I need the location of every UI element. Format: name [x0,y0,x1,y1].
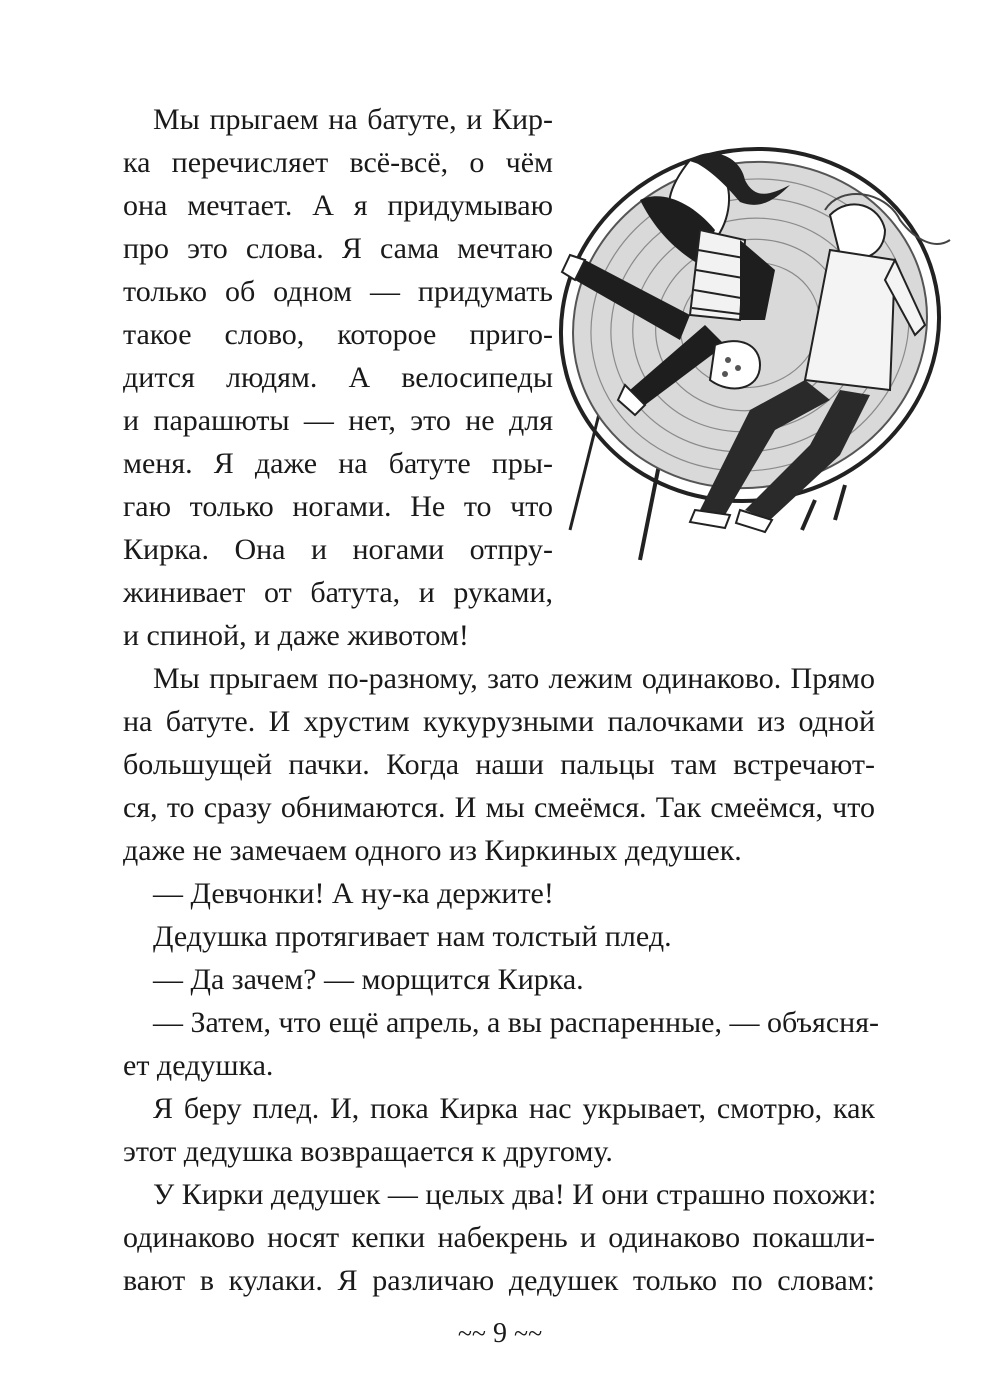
text-line: большущей пачки. Когда наши пальцы там встречают- [123,748,875,781]
trampoline-girls-illustration [540,90,960,570]
dialogue-line: — Да зачем? — морщится Кирка. [153,963,584,996]
text-line: ся, то сразу обнимаются. И мы смеёмся. Так смеёмся, что [123,791,875,824]
text-line: меня. Я даже на батуте пры- [123,447,553,480]
text-line: вают в кулаки. Я различаю дедушек только по словам: [123,1264,875,1297]
text-line: и парашюты — нет, это не для [123,404,553,437]
text-line: на батуте. И хрустим кукурузными палочками из одной [123,705,875,738]
text-line: она мечтает. А я придумываю [123,189,553,222]
text-line: гаю только ногами. Не то что [123,490,553,523]
text-line: про это слова. Я сама мечтаю [123,232,553,265]
text-line: одинаково носят кепки набекрень и одинаково покашли- [123,1221,875,1254]
dialogue-line: — Затем, что ещё апрель, а вы распаренные, — объясня- [153,1006,879,1039]
text-line: и спиной, и даже животом! [123,619,469,652]
text-line: ка перечисляет всё-всё, о чём [123,146,553,179]
page-number [0,1316,1000,1352]
text-line: Мы прыгаем на батуте, и Кир- [153,103,553,136]
text-line: даже не замечаем одного из Киркиных дедушек. [123,834,742,867]
text-line: ет дедушка. [123,1049,274,1082]
text-line: Я беру плед. И, пока Кирка нас укрывает, смотрю, как [153,1092,875,1125]
dialogue-line: — Девчонки! А ну-ка держите! [153,877,554,910]
text-line: Дедушка протягивает нам толстый плед. [153,920,672,953]
text-line: Кирка. Она и ногами отпру- [123,533,553,566]
tilde-ornament-icon: ~~ [514,1319,543,1348]
text-line: такое слово, которое приго- [123,318,553,351]
text-line: У Кирки дедушек — целых два! И они страшно похожи: [153,1178,877,1211]
page-number-value: 9 [493,1318,507,1349]
tilde-ornament-icon: ~~ [457,1319,486,1348]
text-line: этот дедушка возвращается к другому. [123,1135,613,1168]
text-line: Мы прыгаем по-разному, зато лежим одинаково. Прямо [153,662,875,695]
text-line: жинивает от батута, и руками, [123,576,553,609]
text-line: только об одном — придумать [123,275,553,308]
text-line: дится людям. А велосипеды [123,361,553,394]
